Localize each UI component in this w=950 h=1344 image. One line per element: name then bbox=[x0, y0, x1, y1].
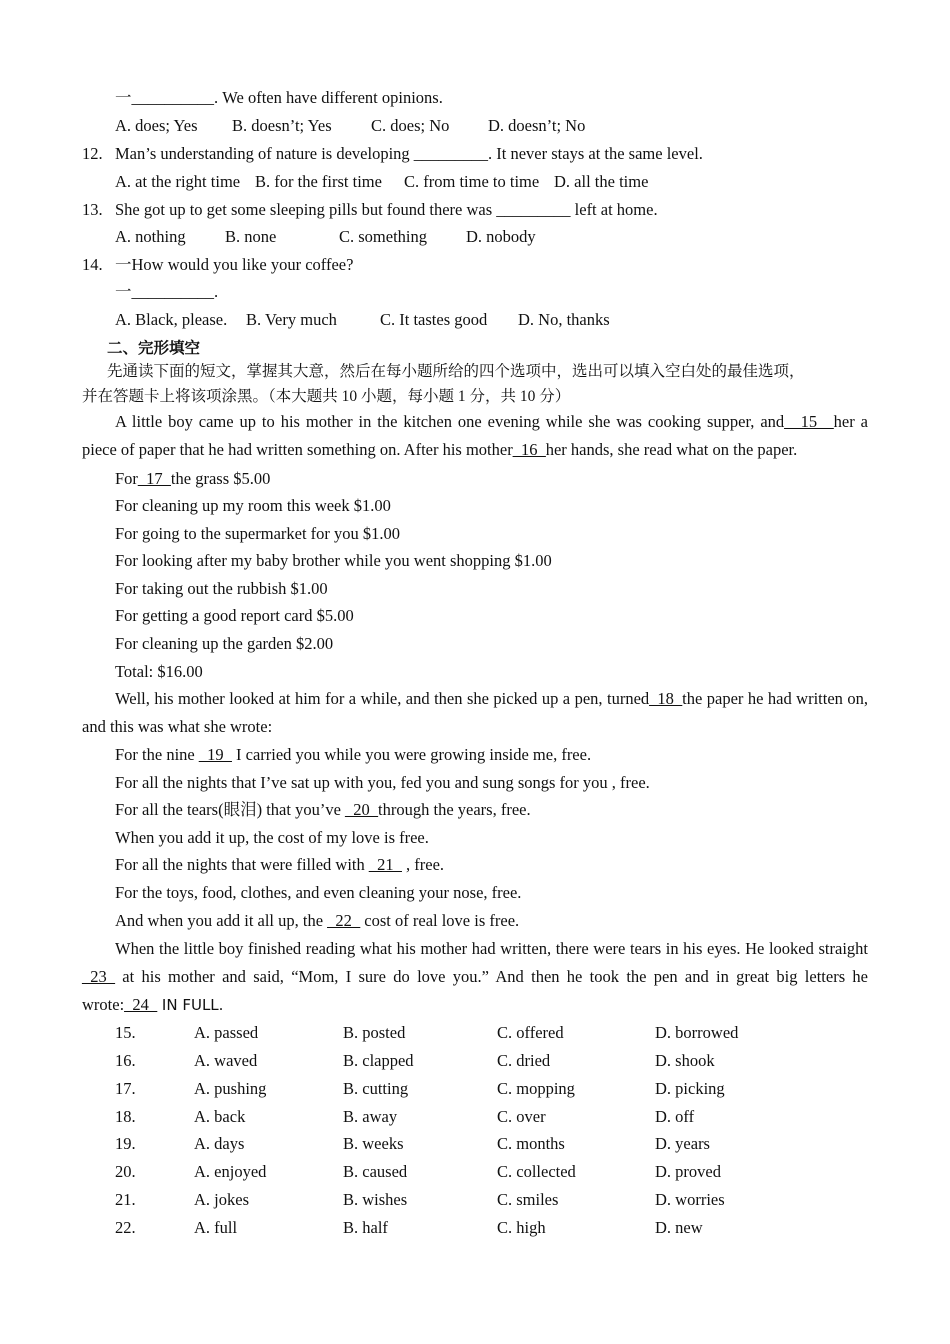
bill-total: Total: $16.00 bbox=[115, 662, 203, 681]
passage-text: at his mother and said, “Mom, I sure do love you.” And then he took the pen and in great big letters he wrote: bbox=[82, 967, 868, 1014]
blank-17: _17_ bbox=[137, 469, 171, 488]
mother-line: When you add it up, the cost of my love is free. bbox=[115, 828, 429, 847]
answer-number: 18. bbox=[115, 1107, 136, 1126]
mother-text: For all the tears(眼泪) that you’ve bbox=[115, 800, 346, 819]
q14-answer-line: 一__________. bbox=[115, 282, 219, 301]
bill-line-17 bbox=[115, 469, 270, 489]
q12-option-c: C. from time to time bbox=[404, 172, 540, 191]
q12-stem: Man’s understanding of nature is developing _________. It never stays at the same level. bbox=[115, 144, 703, 163]
bill-line: For cleaning up my room this week $1.00 bbox=[115, 496, 391, 515]
answer-option-d: D. years bbox=[655, 1134, 710, 1153]
answer-number: 16. bbox=[115, 1051, 136, 1070]
passage-paragraph-2 bbox=[82, 685, 868, 741]
bill-line: For getting a good report card $5.00 bbox=[115, 606, 354, 625]
answer-option-d: D. picking bbox=[655, 1079, 725, 1098]
blank-23: _23_ bbox=[82, 967, 115, 986]
q11-option-c: C. does; No bbox=[371, 116, 450, 135]
mother-text: , free. bbox=[401, 855, 445, 874]
answer-option-a: A. waved bbox=[194, 1051, 258, 1070]
bill-line: For looking after my baby brother while you went shopping $1.00 bbox=[115, 551, 552, 570]
q12-option-a: A. at the right time bbox=[115, 172, 241, 191]
mother-line: For all the nights that I’ve sat up with you, fed you and sung songs for you , free. bbox=[115, 773, 650, 792]
answer-option-b: B. caused bbox=[343, 1162, 408, 1181]
blank-22: _22_ bbox=[327, 911, 361, 930]
q12-option-b: B. for the first time bbox=[255, 172, 382, 191]
answer-number: 20. bbox=[115, 1162, 136, 1181]
answer-option-c: C. high bbox=[497, 1218, 546, 1237]
section-instruction-line2: 并在答题卡上将该项涂黑。（本大题共 10 小题，每小题 1 分，共 10 分） bbox=[82, 388, 571, 405]
answer-number: 21. bbox=[115, 1190, 136, 1209]
answer-option-b: B. weeks bbox=[343, 1134, 404, 1153]
blank-19: _19_ bbox=[198, 745, 232, 764]
mother-text: And when you add it all up, the bbox=[115, 911, 328, 930]
answer-option-d: D. borrowed bbox=[655, 1023, 739, 1042]
q14-number: 14. bbox=[82, 255, 103, 274]
blank-15: __15__ bbox=[784, 412, 834, 431]
answer-option-c: C. smiles bbox=[497, 1190, 559, 1209]
mother-line-22 bbox=[115, 911, 519, 931]
answer-option-a: A. enjoyed bbox=[194, 1162, 267, 1181]
answer-option-d: D. worries bbox=[655, 1190, 725, 1209]
mother-line-19 bbox=[115, 745, 591, 765]
blank-21: _21_ bbox=[368, 855, 402, 874]
answer-option-b: B. cutting bbox=[343, 1079, 409, 1098]
section-instruction-line1: 先通读下面的短文，掌握其大意，然后在每小题所给的四个选项中，选出可以填入空白处的最佳选项， bbox=[107, 363, 805, 380]
answer-option-b: B. wishes bbox=[343, 1190, 408, 1209]
blank-18: _18_ bbox=[649, 689, 683, 708]
answer-option-b: B. away bbox=[343, 1107, 398, 1126]
passage-text: When the little boy finished reading what his mother had written, there were tears in his eyes. He looked straight bbox=[115, 939, 868, 958]
answer-option-a: A. jokes bbox=[194, 1190, 249, 1209]
bill-line: For taking out the rubbish $1.00 bbox=[115, 579, 328, 598]
q11-answer-line: 一__________. We often have different opinions. bbox=[115, 88, 443, 107]
blank-20: _20_ bbox=[345, 800, 379, 819]
answer-option-a: A. pushing bbox=[194, 1079, 267, 1098]
answer-option-c: C. dried bbox=[497, 1051, 551, 1070]
q11-option-b: B. doesn’t; Yes bbox=[232, 116, 332, 135]
answer-option-b: B. posted bbox=[343, 1023, 406, 1042]
blank-16: _16_ bbox=[512, 440, 546, 459]
mother-line: For the toys, food, clothes, and even cleaning your nose, free. bbox=[115, 883, 522, 902]
q14-stem: 一How would you like your coffee? bbox=[115, 255, 354, 274]
q11-option-d: D. doesn’t; No bbox=[488, 116, 586, 135]
answer-option-c: C. over bbox=[497, 1107, 546, 1126]
answer-option-c: C. offered bbox=[497, 1023, 564, 1042]
answer-option-c: C. months bbox=[497, 1134, 565, 1153]
passage-text: IN FULL. bbox=[157, 996, 224, 1014]
q13-number: 13. bbox=[82, 200, 103, 219]
answer-number: 17. bbox=[115, 1079, 136, 1098]
q14-option-b: B. Very much bbox=[246, 310, 337, 329]
bill-line: For going to the supermarket for you $1.00 bbox=[115, 524, 401, 543]
mother-text: I carried you while you were growing inside me, free. bbox=[231, 745, 592, 764]
q13-option-b: B. none bbox=[225, 227, 277, 246]
mother-line-21 bbox=[115, 855, 444, 875]
answer-option-a: A. passed bbox=[194, 1023, 259, 1042]
q12-option-d: D. all the time bbox=[554, 172, 649, 191]
passage-text: the paper he had written on, and this was what she wrote: bbox=[82, 689, 869, 736]
passage-paragraph-3 bbox=[82, 935, 868, 1019]
passage-text: her hands, she read what on the paper. bbox=[545, 440, 798, 459]
section-heading: 二、完形填空 bbox=[107, 339, 201, 357]
q14-option-c: C. It tastes good bbox=[380, 310, 488, 329]
answer-option-d: D. shook bbox=[655, 1051, 715, 1070]
q13-option-a: A. nothing bbox=[115, 227, 186, 246]
q12-number: 12. bbox=[82, 144, 103, 163]
answer-option-d: D. off bbox=[655, 1107, 695, 1126]
mother-text: cost of real love is free. bbox=[360, 911, 520, 930]
answer-option-b: B. clapped bbox=[343, 1051, 414, 1070]
q14-option-d: D. No, thanks bbox=[518, 310, 610, 329]
answer-option-d: D. new bbox=[655, 1218, 703, 1237]
answer-option-a: A. days bbox=[194, 1134, 245, 1153]
mother-text: through the years, free. bbox=[378, 800, 531, 819]
q13-option-d: D. nobody bbox=[466, 227, 536, 246]
passage-text: her a piece of paper that he had written something on. After his mother bbox=[82, 412, 868, 459]
answer-number: 19. bbox=[115, 1134, 136, 1153]
mother-text: For all the nights that were filled with bbox=[115, 855, 369, 874]
answer-option-a: A. full bbox=[194, 1218, 238, 1237]
answer-option-c: C. collected bbox=[497, 1162, 576, 1181]
passage-text: Well, his mother looked at him for a while, and then she picked up a pen, turned bbox=[115, 689, 650, 708]
answer-number: 22. bbox=[115, 1218, 136, 1237]
passage-text: A little boy came up to his mother in the kitchen one evening while she was cooking supper, and bbox=[115, 412, 785, 431]
q14-option-a: A. Black, please. bbox=[115, 310, 228, 329]
q13-option-c: C. something bbox=[339, 227, 428, 246]
bill-text: the grass $5.00 bbox=[170, 469, 271, 488]
q11-option-a: A. does; Yes bbox=[115, 116, 198, 135]
answer-option-a: A. back bbox=[194, 1107, 246, 1126]
q13-stem: She got up to get some sleeping pills but found there was _________ left at home. bbox=[115, 200, 658, 219]
answer-option-b: B. half bbox=[343, 1218, 388, 1237]
bill-line: For cleaning up the garden $2.00 bbox=[115, 634, 334, 653]
answer-option-c: C. mopping bbox=[497, 1079, 575, 1098]
answer-option-d: D. proved bbox=[655, 1162, 721, 1181]
mother-line-20 bbox=[115, 800, 531, 820]
passage-paragraph-1 bbox=[82, 408, 868, 464]
answer-number: 15. bbox=[115, 1023, 136, 1042]
bill-text: For bbox=[115, 469, 138, 488]
mother-text: For the nine bbox=[115, 745, 199, 764]
blank-24: _24_ bbox=[124, 995, 158, 1014]
